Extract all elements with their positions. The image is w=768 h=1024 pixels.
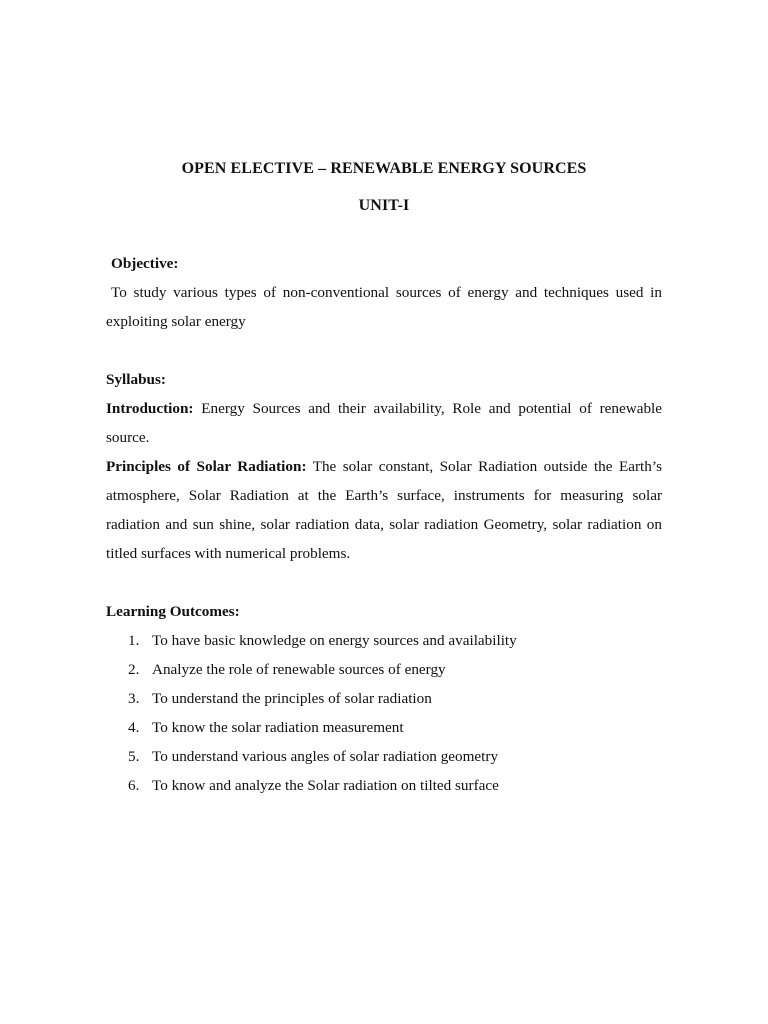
list-item-number: 2. (128, 661, 140, 678)
objective-label: Objective: (111, 255, 179, 272)
list-item (106, 771, 662, 800)
objective-body: To study various types of non-conventional sources of energy and techniques used in exploiting solar energy (106, 284, 662, 330)
list-item (106, 684, 662, 713)
list-item-number: 6. (128, 777, 140, 794)
list-item (106, 626, 662, 655)
list-item-number: 4. (128, 719, 140, 736)
document-title: OPEN ELECTIVE – RENEWABLE ENERGY SOURCES (181, 160, 587, 177)
list-item-text: To know and analyze the Solar radiation on tilted surface (152, 777, 499, 794)
list-item-text: Analyze the role of renewable sources of energy (152, 661, 446, 678)
learning-outcomes-list (106, 626, 662, 800)
list-item (106, 655, 662, 684)
principles-paragraph (106, 452, 662, 568)
list-item-number: 5. (128, 748, 140, 765)
list-item-text: To understand the principles of solar radiation (152, 690, 432, 707)
list-item-text: To understand various angles of solar radiation geometry (152, 748, 499, 765)
objective-text (106, 278, 662, 336)
introduction-paragraph (106, 394, 662, 452)
syllabus-label: Syllabus: (106, 371, 166, 388)
list-item-text: To know the solar radiation measurement (152, 719, 404, 736)
introduction-text: Energy Sources and their availability, Role and potential of renewable source. (106, 400, 663, 446)
principles-text: The solar constant, Solar Radiation outside the Earth’s atmosphere, Solar Radiation at the Earth’s surface, instruments for measuring solar radiation and sun shine, solar radiation data, solar radiation Geometry, solar radiation on titled surfaces with numerical problems. (106, 458, 662, 562)
unit-heading: UNIT-I (358, 197, 410, 214)
list-item (106, 713, 662, 742)
list-item-number: 3. (128, 690, 140, 707)
list-item-number: 1. (128, 632, 140, 649)
syllabus-body (106, 394, 662, 568)
learning-outcomes-label: Learning Outcomes: (106, 603, 240, 620)
principles-label: Principles of Solar Radiation: (106, 458, 307, 475)
list-item (106, 742, 662, 771)
list-item-text: To have basic knowledge on energy sources and availability (152, 632, 517, 649)
introduction-label: Introduction: (106, 400, 194, 417)
